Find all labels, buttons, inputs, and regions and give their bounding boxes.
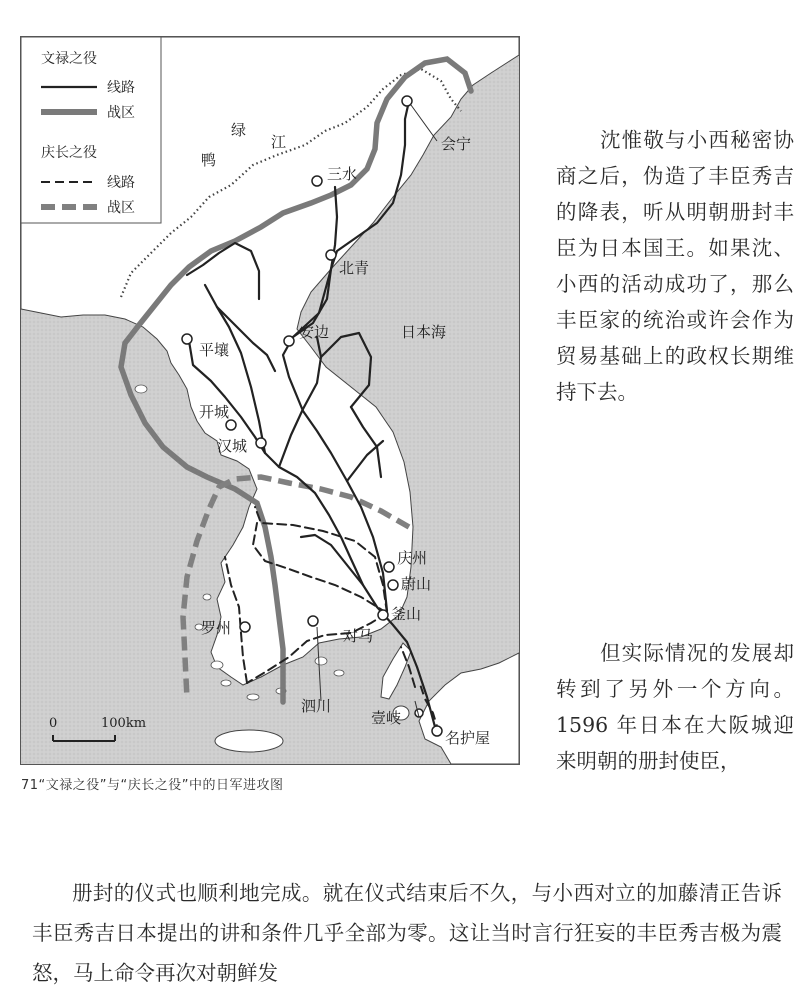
jeju-island bbox=[215, 730, 283, 752]
side-paragraph-2: 但实际情况的发展却转到了另外一个方向。1596 年日本在大阪城迎来明朝的册封使臣， bbox=[556, 641, 794, 773]
legend-bunroku-title: 文禄之役 bbox=[41, 51, 97, 67]
label-hancheng: 汉城 bbox=[217, 437, 248, 455]
legend-keicho-route: 线路 bbox=[107, 175, 135, 191]
map-legend bbox=[21, 37, 161, 223]
label-huining: 会宁 bbox=[441, 135, 472, 153]
legend-bunroku-zone: 战区 bbox=[107, 105, 135, 121]
scale-distance: 100km bbox=[101, 716, 147, 731]
scale-zero: 0 bbox=[49, 716, 58, 731]
river-label-1: 绿 bbox=[231, 121, 247, 139]
side-paragraph-1: 沈惟敬与小西秘密协商之后，伪造了丰臣秀吉的降表，听从明朝册封丰臣为日本国王。如果沈、小西的活动成功了，那么丰臣家的统治或许会作为贸易基础上的政权长期维持下去。 bbox=[556, 128, 794, 404]
label-yiqi: 壹岐 bbox=[371, 709, 402, 727]
label-minghuwu: 名护屋 bbox=[445, 729, 491, 747]
label-sanshui: 三水 bbox=[327, 165, 358, 183]
label-pingrang: 平壤 bbox=[199, 341, 230, 359]
legend-keicho-zone: 战区 bbox=[107, 200, 135, 216]
map-figure bbox=[20, 36, 520, 765]
label-duima: 对马 bbox=[343, 627, 374, 645]
label-sea: 日本海 bbox=[401, 323, 447, 341]
label-anbian: 安边 bbox=[299, 323, 330, 341]
label-sichuan: 泗川 bbox=[301, 697, 332, 715]
legend-bunroku-route: 线路 bbox=[107, 80, 135, 96]
label-luozhou: 罗州 bbox=[201, 619, 232, 637]
river-label-2: 江 bbox=[271, 133, 287, 151]
bottom-paragraph: 册封的仪式也顺利地完成。就在仪式结束后不久，与小西对立的加藤清正告诉丰臣秀吉日本提出的讲和条件几乎全部为零。这让当时言行狂妄的丰臣秀吉极为震怒，马上命令再次对朝鲜发 bbox=[32, 881, 782, 985]
label-weishan: 蔚山 bbox=[401, 575, 432, 593]
label-qingzhou: 庆州 bbox=[397, 549, 428, 567]
river-label-0: 鸭 bbox=[201, 151, 217, 169]
label-beiqing: 北青 bbox=[339, 259, 370, 277]
figure-caption: 71“文禄之役”与“庆长之役”中的日军进攻图 bbox=[21, 778, 284, 793]
label-fushan: 釜山 bbox=[391, 605, 422, 623]
legend-keicho-title: 庆长之役 bbox=[41, 145, 97, 161]
label-kaicheng: 开城 bbox=[199, 403, 230, 421]
